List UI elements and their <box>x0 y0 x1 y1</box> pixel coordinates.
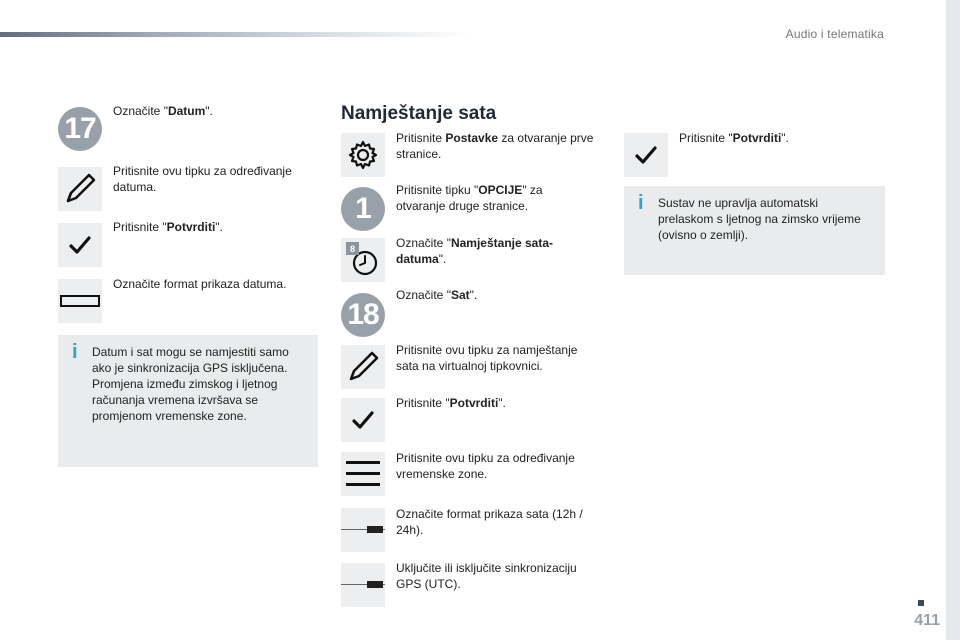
step-1-badge: 1 <box>341 187 385 231</box>
info-icon: i <box>72 341 78 363</box>
right-info-note <box>624 186 885 275</box>
page-edge-strip <box>946 0 960 640</box>
page-number: 411 <box>914 612 940 629</box>
page-marker <box>918 600 924 606</box>
check-icon <box>69 234 91 256</box>
badge-8: 8 <box>346 242 359 255</box>
mid-item-6: Pritisnite "Potvrditi". <box>396 396 506 410</box>
mid-item-7: Pritisnite ovu tipku za određivanje vremenske zone. <box>396 451 575 481</box>
check-icon <box>352 409 374 431</box>
section-heading: Namještanje sata <box>341 103 497 124</box>
wide-bar-icon <box>60 291 100 311</box>
confirm-final-button[interactable] <box>624 133 668 177</box>
left-item-3: Pritisnite "Potvrditi". <box>113 220 223 234</box>
menu-icon <box>344 457 382 491</box>
mid-item-1: Pritisnite Postavke za otvaranje prve stranice. <box>396 131 594 161</box>
mid-item-5: Pritisnite ovu tipku za namještanje sata na virtualnoj tipkovnici. <box>396 343 578 373</box>
header-rule <box>0 32 470 37</box>
mid-item-9: Uključite ili isključite sinkronizaciju GPS (UTC). <box>396 561 577 591</box>
step-17-badge: 17 <box>58 107 102 151</box>
left-item-4: Označite format prikaza datuma. <box>113 277 287 291</box>
clock-button[interactable] <box>341 238 385 282</box>
pencil-button[interactable] <box>58 167 102 211</box>
settings-button[interactable] <box>341 133 385 177</box>
mid-item-2: Pritisnite tipku "OPCIJE" za otvaranje druge stranice. <box>396 183 543 213</box>
left-item-1: Označite "Datum". <box>113 104 213 118</box>
timezone-button[interactable] <box>341 452 385 496</box>
pencil-time-button[interactable] <box>341 345 385 389</box>
mid-item-8: Označite format prikaza sata (12h / 24h). <box>396 507 583 537</box>
mid-item-4: Označite "Sat". <box>396 288 478 302</box>
step-18-badge: 18 <box>341 293 385 337</box>
time-format-toggle[interactable] <box>341 508 385 552</box>
pencil-icon <box>62 171 98 207</box>
left-note-text: Datum i sat mogu se namjestiti samo ako je sinkronizacija GPS isključena. Promjena između zimskog i ljetnog računanja vremena izvršava se promjenom vremenske zone. <box>92 345 289 423</box>
section-title: Audio i telematika <box>785 27 884 41</box>
left-info-note <box>58 335 318 467</box>
mid-item-3: Označite "Namještanje sata-datuma". <box>396 236 553 266</box>
confirm-time-button[interactable] <box>341 398 385 442</box>
pencil-icon <box>345 349 381 385</box>
gps-sync-toggle[interactable] <box>341 563 385 607</box>
confirm-button[interactable] <box>58 223 102 267</box>
check-icon <box>635 144 657 166</box>
date-format-button[interactable] <box>58 279 102 323</box>
info-icon: i <box>638 192 644 214</box>
gear-icon <box>347 139 379 171</box>
toggle-icon <box>341 520 385 540</box>
right-note-text: Sustav ne upravlja automatski prelaskom s ljetnog na zimsko vrijeme (ovisno o zemlji). <box>658 196 861 242</box>
right-item-1: Pritisnite "Potvrditi". <box>679 131 789 145</box>
toggle-icon <box>341 575 385 595</box>
left-item-2: Pritisnite ovu tipku za određivanje datuma. <box>113 164 292 194</box>
